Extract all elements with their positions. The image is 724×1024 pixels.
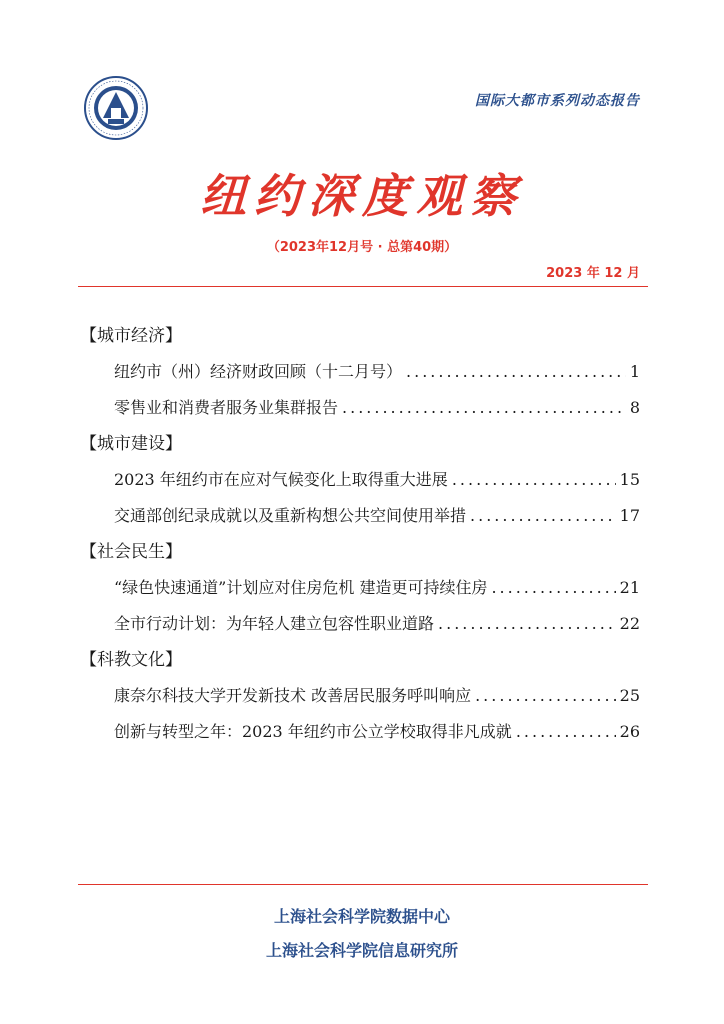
issue-number: （2023年12月号 · 总第40期） — [266, 240, 458, 255]
toc-leader-dots — [438, 606, 616, 642]
toc-entry-page: 8 — [629, 398, 640, 417]
toc-entry-title: 纽约市（州）经济财政回顾（十二月号） — [114, 362, 403, 381]
toc-entry-title: 交通部创纪录成就以及重新构想公共空间使用举措 — [114, 506, 467, 525]
toc-entry[interactable] — [84, 714, 640, 750]
top-divider — [78, 286, 648, 287]
toc-section-heading: 【科教文化】 — [80, 650, 182, 670]
series-title: 国际大都市系列动态报告 — [475, 93, 640, 109]
toc-entry[interactable] — [84, 570, 640, 606]
toc-entry-page: 17 — [619, 506, 640, 525]
toc-entry-page: 26 — [619, 722, 640, 741]
toc-entry[interactable] — [84, 354, 640, 390]
publisher-data-center: 上海社会科学院数据中心 — [273, 907, 450, 926]
toc-entry[interactable] — [84, 390, 640, 426]
bottom-divider — [78, 884, 648, 885]
toc-entry-title: 康奈尔科技大学开发新技术 改善居民服务呼叫响应 — [114, 686, 472, 705]
toc-leader-dots — [516, 714, 616, 750]
publisher-info-institute: 上海社会科学院信息研究所 — [265, 941, 458, 960]
toc-leader-dots — [475, 678, 616, 714]
toc-leader-dots — [406, 354, 626, 390]
toc-entry[interactable] — [84, 606, 640, 642]
toc-entry-title: 零售业和消费者服务业集群报告 — [114, 398, 339, 417]
toc-entry-page: 22 — [619, 614, 640, 633]
toc-entry-title: “绿色快速通道”计划应对住房危机 建造更可持续住房 — [114, 578, 488, 597]
toc-entry-page: 15 — [619, 470, 640, 489]
toc-section-heading: 【社会民生】 — [80, 542, 182, 562]
toc-entry-page: 25 — [619, 686, 640, 705]
issue-date: 2023 年 12 月 — [546, 266, 640, 281]
toc-leader-dots — [491, 570, 615, 606]
toc-entry-page: 21 — [619, 578, 640, 597]
toc-entry-title: 2023 年纽约市在应对气候变化上取得重大进展 — [114, 470, 448, 489]
toc-section-heading: 【城市经济】 — [80, 326, 182, 346]
toc-leader-dots — [342, 390, 626, 426]
toc-leader-dots — [452, 462, 616, 498]
report-title: 纽约深度观察 — [200, 169, 524, 223]
toc-section-heading: 【城市建设】 — [80, 434, 182, 454]
toc-entry-title: 创新与转型之年：2023 年纽约市公立学校取得非凡成就 — [114, 722, 512, 741]
toc-entry-title: 全市行动计划：为年轻人建立包容性职业道路 — [114, 614, 435, 633]
academy-logo — [84, 76, 148, 140]
table-of-contents — [80, 318, 640, 750]
toc-entry[interactable] — [84, 498, 640, 534]
toc-leader-dots — [470, 498, 616, 534]
toc-entry[interactable] — [84, 462, 640, 498]
toc-entry-page: 1 — [629, 362, 640, 381]
toc-entry[interactable] — [84, 678, 640, 714]
